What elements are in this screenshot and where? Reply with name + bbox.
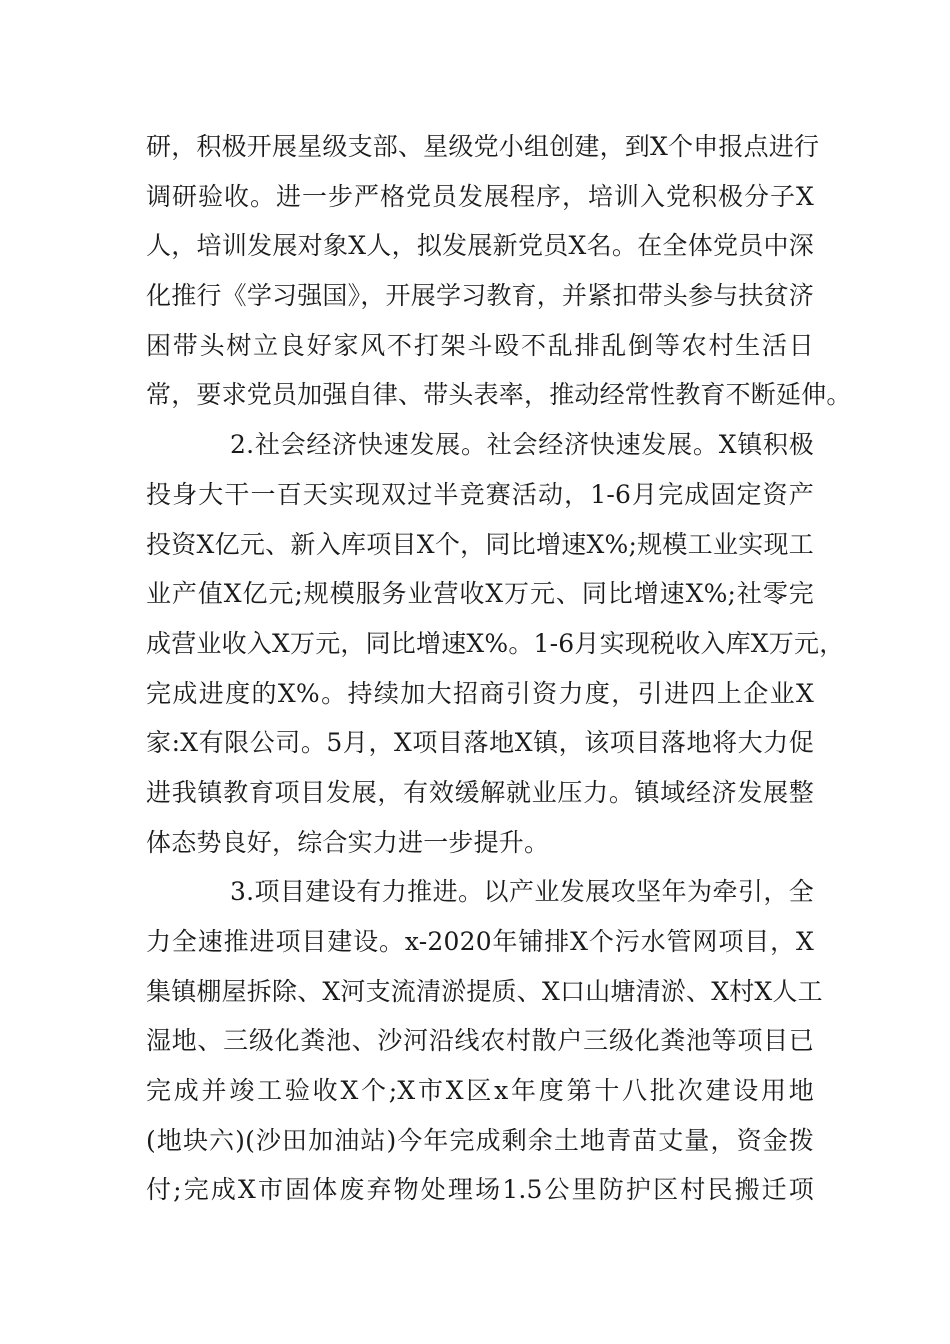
text-line: 投身大干一百天实现双过半竞赛活动，1-6月完成固定资产 bbox=[146, 479, 814, 509]
text-line: 体态势良好，综合实力进一步提升。 bbox=[146, 827, 550, 857]
text-line: 困带头树立良好家风不打架斗殴不乱排乱倒等农村生活日 bbox=[146, 330, 814, 360]
text-line: 业产值X亿元;规模服务业营收X万元、同比增速X%;社零完 bbox=[146, 579, 814, 609]
text-line: 集镇棚屋拆除、X河支流清淤提质、X口山塘清淤、X村X人工 bbox=[146, 976, 823, 1006]
text-line: (地块六)(沙田加油站)今年完成剩余土地青苗丈量，资金拨 bbox=[146, 1125, 814, 1155]
text-line: 化推行《学习强国》，开展学习教育，并紧扣带头参与扶贫济 bbox=[146, 281, 814, 311]
text-line: 湿地、三级化粪池、沙河沿线农村散户三级化粪池等项目已 bbox=[146, 1026, 814, 1056]
text-line: 投资X亿元、新入库项目X个，同比增速X%;规模工业实现工 bbox=[146, 529, 814, 559]
text-line: 3.项目建设有力推进。以产业发展攻坚年为牵引，全 bbox=[230, 877, 814, 907]
text-line: 研，积极开展星级支部、星级党小组创建，到X个申报点进行 bbox=[146, 132, 820, 161]
text-line: 2.社会经济快速发展。社会经济快速发展。X镇积极 bbox=[230, 430, 814, 460]
text-line: 人，培训发展对象X人，拟发展新党员X名。在全体党员中深 bbox=[146, 231, 814, 261]
text-line: 完成并竣工验收X个;X市X区x年度第十八批次建设用地 bbox=[146, 1076, 814, 1106]
text-line: 进我镇教育项目发展，有效缓解就业压力。镇域经济发展整 bbox=[146, 777, 814, 807]
text-line: 调研验收。进一步严格党员发展程序，培训入党积极分子X bbox=[146, 181, 814, 211]
text-line: 家:X有限公司。5月，X项目落地X镇，该项目落地将大力促 bbox=[146, 728, 814, 758]
text-line: 常，要求党员加强自律、带头表率，推动经常性教育不断延伸。 bbox=[146, 380, 852, 410]
text-line: 完成进度的X%。持续加大招商引资力度，引进四上企业X bbox=[146, 678, 814, 708]
text-line: 成营业收入X万元，同比增速X%。1-6月实现税收入库X万元， bbox=[146, 628, 845, 658]
body-text bbox=[146, 122, 852, 1215]
text-line: 力全速推进项目建设。x-2020年铺排X个污水管网项目，X bbox=[146, 927, 814, 956]
text-line: 付;完成X市固体废弃物处理场1.5公里防护区村民搬迁项 bbox=[146, 1175, 814, 1205]
